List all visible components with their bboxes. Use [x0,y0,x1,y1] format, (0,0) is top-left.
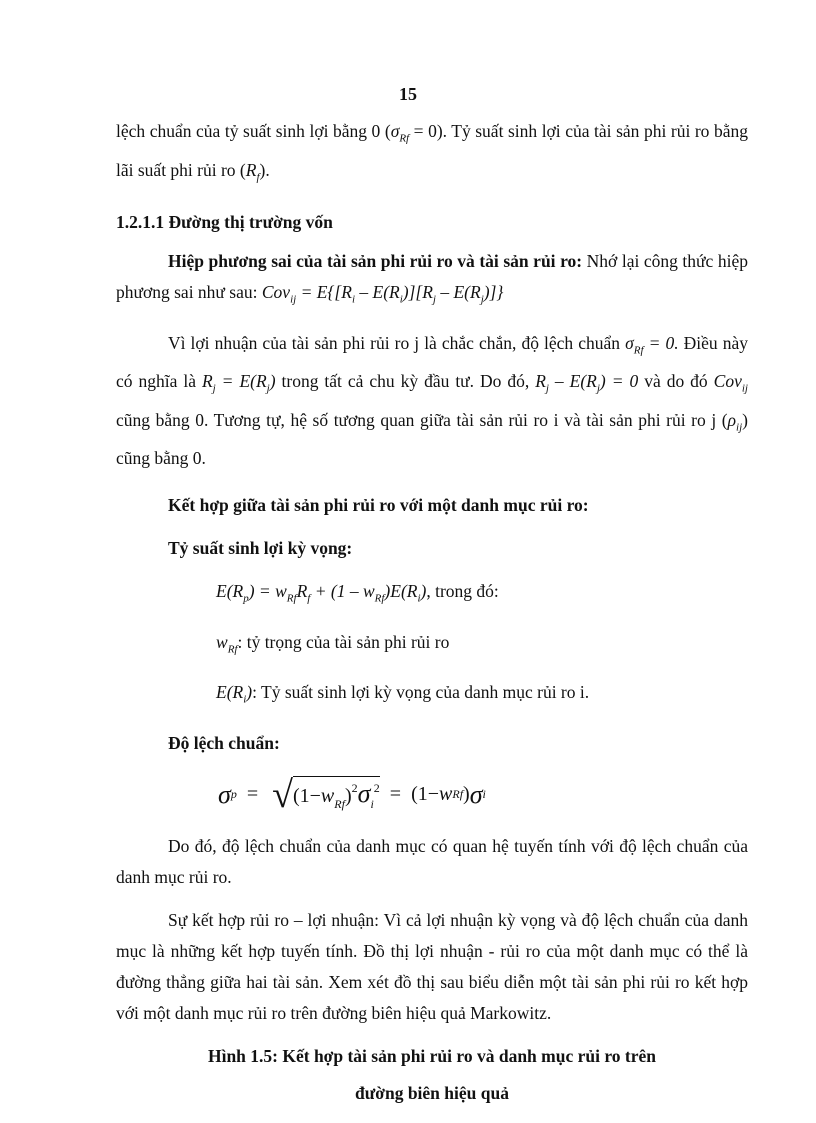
figure-caption-line-2: đường biên hiệu quả [355,1082,509,1103]
square-root-icon: √ [272,773,293,816]
linear-relation-paragraph: Do đó, độ lệch chuẩn của danh mục có quan hệ tuyến tính với độ lệch chuẩn của danh mục rủi ro. [116,835,748,887]
std-deviation-heading: Độ lệch chuẩn: [168,732,280,753]
page-number: 15 [399,84,417,104]
certain-return-paragraph: Vì lợi nhuận của tài sản phi rủi ro j là chắc chắn, độ lệch chuẩn $\sigma_{Rf} = 0$. Điều này có nghĩa là $R_j = E(R_j)$ trong tất cả chu kỳ đầu tư. Do đó, $R_j - E(R_j) = 0$ và do đó Cov$_{ij}$ cũng bằng 0. Tương tự, hệ số tương quan giữa tài sản rủi ro i và tài sản phi rủi ro j $(\rho_{ij})$ cũng bằng 0. [116,332,748,468]
risk-return-combination-paragraph: Sự kết hợp rủi ro – lợi nhuận: Vì cả lợi nhuận kỳ vọng và độ lệch chuẩn của danh mục là những kết hợp tuyến tính. Đồ thị lợi nhuận - rủi ro của một danh mục có thể là đường thẳng giữa hai tài sản. Xem xét đồ thị sau biểu diễn một tài sản phi rủi ro kết hợp với một danh mục rủi ro trên đường biên hiệu quả Markowitz. [116,909,748,1023]
figure-caption-line-1: Hình 1.5: Kết hợp tài sản phi rủi ro và danh mục rủi ro trên [207,1045,657,1066]
covariance-paragraph: Hiệp phương sai của tài sản phi rủi ro và tài sản rủi ro: Nhớ lại công thức hiệp phương sai như sau: $Cov_{ij} = E\{[R_i - E(R_i)][R_j - E(R_j)]\}$ [116,251,748,306]
std-deviation-formula: σ p = √ $(1-w_{Rf})^2\sigma_i^2$ = (1 − w Rf ) σ i [218,773,486,816]
combination-heading: Kết hợp giữa tài sản phi rủi ro với một danh mục rủi ro: [168,495,589,515]
expected-return-formula: $E(R_p) = w_{Rf}R_f + (1 - w_{Rf})E(R_i)$, trong đó: [216,581,499,605]
definition-expected-return: $E(R_i)$: Tỷ suất sinh lợi kỳ vọng của danh mục rủi ro i. [216,682,590,706]
definition-weight: $w_{Rf}$: tỷ trọng của tài sản phi rủi ro [216,631,450,655]
expected-return-heading: Tỷ suất sinh lợi kỳ vọng: [168,538,353,558]
section-heading: 1.2.1.1 Đường thị trường vốn [116,212,333,232]
intro-paragraph: lệch chuẩn của tỷ suất sinh lợi bằng 0 $(\sigma_{Rf} = 0)$. Tỷ suất sinh lợi của tài sản phi rủi ro bằng lãi suất phi rủi ro $(R_f)$. [116,121,748,183]
page-body [116,116,748,1109]
